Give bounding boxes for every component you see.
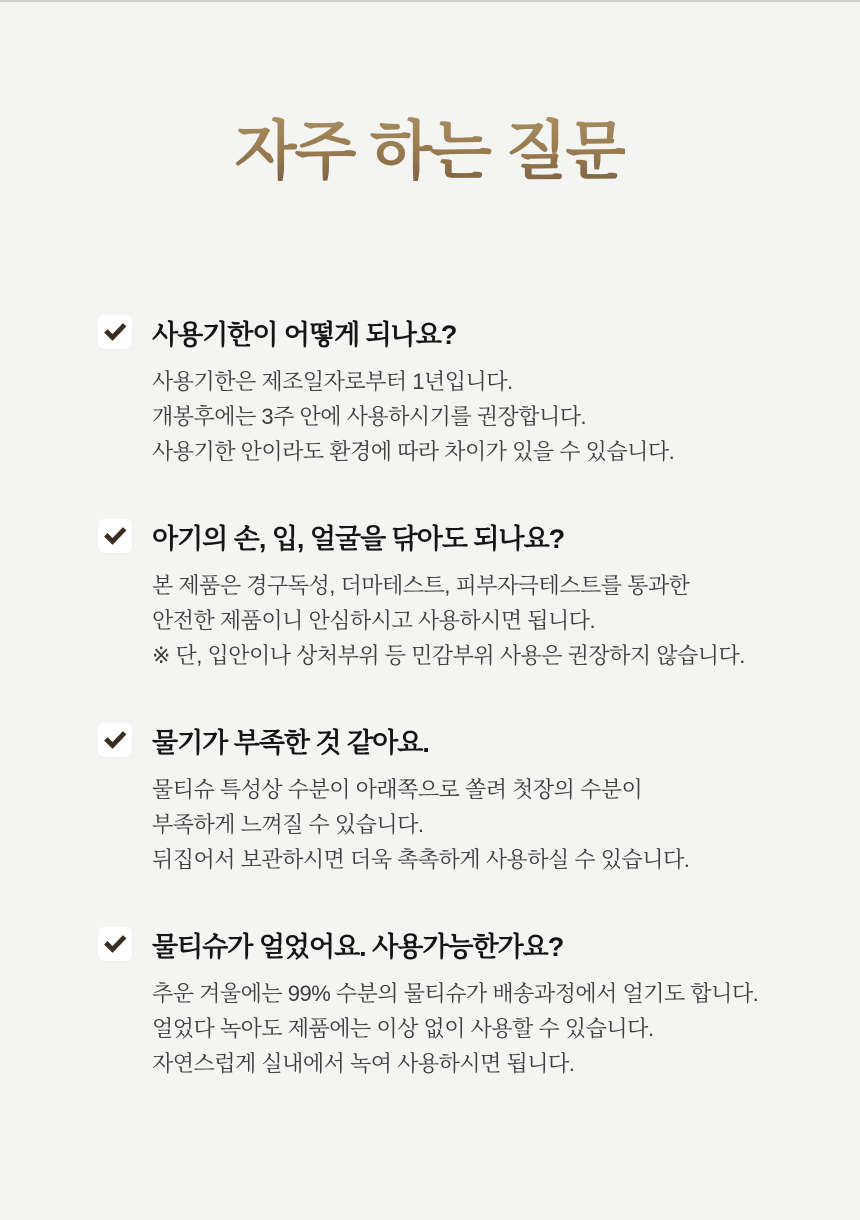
faq-item bbox=[98, 519, 778, 673]
check-icon bbox=[98, 315, 132, 349]
faq-answer bbox=[152, 364, 778, 469]
faq-item bbox=[98, 927, 778, 1081]
page-title-text: 자주 하는 질문 bbox=[234, 115, 626, 187]
faq-item-header bbox=[98, 519, 778, 553]
faq-answer-line: 사용기한은 제조일자로부터 1년입니다. bbox=[152, 369, 513, 394]
faq-answer bbox=[152, 568, 778, 673]
faq-item-header bbox=[98, 315, 778, 349]
faq-answer-line: 부족하게 느껴질 수 있습니다. bbox=[152, 812, 424, 837]
faq-list bbox=[98, 315, 778, 1081]
check-icon bbox=[98, 519, 132, 553]
faq-answer-line: 추운 겨울에는 99% 수분의 물티슈가 배송과정에서 얼기도 합니다. bbox=[152, 981, 759, 1006]
faq-answer-line: 개봉후에는 3주 안에 사용하시기를 권장합니다. bbox=[152, 404, 587, 429]
faq-question: 사용기한이 어떻게 되나요? bbox=[152, 319, 457, 350]
faq-answer-line: 자연스럽게 실내에서 녹여 사용하시면 됩니다. bbox=[152, 1051, 575, 1076]
faq-answer-line: 본 제품은 경구독성, 더마테스트, 피부자극테스트를 통과한 bbox=[152, 573, 690, 598]
faq-item bbox=[98, 315, 778, 469]
faq-answer-line: 뒤집어서 보관하시면 더욱 촉촉하게 사용하실 수 있습니다. bbox=[152, 847, 690, 872]
check-icon bbox=[98, 723, 132, 757]
faq-item-header bbox=[98, 723, 778, 757]
faq-answer bbox=[152, 772, 778, 877]
faq-answer bbox=[152, 976, 778, 1081]
faq-question: 물티슈가 얼었어요. 사용가능한가요? bbox=[152, 931, 564, 962]
faq-answer-line: 안전한 제품이니 안심하시고 사용하시면 됩니다. bbox=[152, 608, 596, 633]
faq-answer-line: 얼었다 녹아도 제품에는 이상 없이 사용할 수 있습니다. bbox=[152, 1016, 654, 1041]
faq-question: 아기의 손, 입, 얼굴을 닦아도 되나요? bbox=[152, 523, 565, 554]
faq-question: 물기가 부족한 것 같아요. bbox=[152, 727, 429, 758]
faq-item bbox=[98, 723, 778, 877]
faq-answer-line: 사용기한 안이라도 환경에 따라 차이가 있을 수 있습니다. bbox=[152, 439, 675, 464]
check-icon bbox=[98, 927, 132, 961]
faq-answer-line: ※ 단, 입안이나 상처부위 등 민감부위 사용은 권장하지 않습니다. bbox=[152, 643, 745, 668]
faq-answer-line: 물티슈 특성상 수분이 아래쪽으로 쏠려 첫장의 수분이 bbox=[152, 777, 643, 802]
faq-item-header bbox=[98, 927, 778, 961]
page-title bbox=[0, 2, 860, 190]
